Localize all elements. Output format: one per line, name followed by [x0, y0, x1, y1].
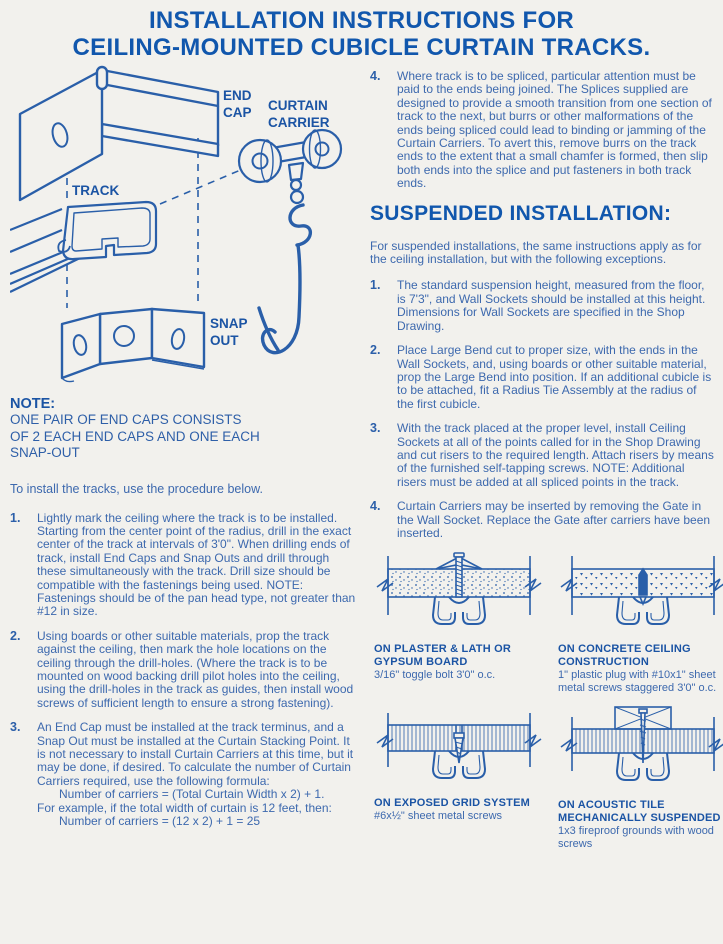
suspended-steps-list	[370, 279, 716, 540]
suspended-step-2	[370, 344, 716, 411]
ceiling-step-3	[10, 721, 358, 828]
right-column	[370, 69, 721, 851]
svg-text:CAP: CAP	[223, 105, 252, 120]
page-title-line1: INSTALLATION INSTRUCTIONS FOR	[148, 7, 575, 34]
ceiling-step-1	[10, 512, 358, 619]
carrier-formula: Number of carriers = (Total Curtain Width x 2) + 1.	[59, 787, 325, 802]
ceiling-step-4-container	[370, 70, 716, 191]
track-label: TRACK	[72, 183, 120, 198]
acoustic-tile-screw-drawing	[558, 705, 723, 795]
note-heading: NOTE:	[10, 396, 56, 412]
left-column	[10, 62, 358, 839]
step-text: The standard suspension height, measured from the floor, is 7'3", and Wall Sockets should be installed at this height. Dimensions for Wall Sockets are specified in the Shop Drawing.	[397, 278, 706, 333]
step-number: 1.	[370, 278, 381, 293]
snap-out-drawing	[62, 309, 204, 382]
step-number: 4.	[370, 69, 381, 83]
suspended-step-1	[370, 279, 716, 333]
step-text: Using boards or other suitable materials, prop the track against the ceiling, then mark the hole locations on the ceiling through the drill-holes. (Where the track is to be mounted on wood backing drill pilot holes into the ceiling, using the drill-holes in the track as guides, then install wood screws of sufficient length to ensure a strong fastening).	[37, 628, 354, 710]
figure-concrete	[558, 551, 723, 695]
suspended-step-3	[370, 422, 716, 489]
note-body: ONE PAIR OF END CAPS CONSISTS OF 2 EACH END CAPS AND ONE EACH SNAP-OUT	[10, 412, 260, 460]
step-number: 3.	[10, 720, 21, 735]
snap-out-label: SNAP	[210, 316, 248, 331]
ceiling-step-2	[10, 630, 358, 710]
figure-title: ON CONCRETE CEILING CONSTRUCTION	[558, 643, 691, 669]
suspended-step-4	[370, 500, 716, 540]
carrier-example-formula: Number of carriers = (12 x 2) + 1 = 25	[59, 814, 261, 829]
suspended-intro: For suspended installations, the same instructions apply as for the ceiling installation, but with the following exceptions.	[370, 238, 702, 267]
figure-acoustic-tile	[558, 705, 723, 851]
figure-title: ON PLASTER & LATH OR GYPSUM BOARD	[374, 643, 512, 669]
figure-caption: 1" plastic plug with #10x1" sheet metal screws staggered 3'0" o.c.	[558, 669, 717, 695]
step-text: With the track placed at the proper level, install Ceiling Sockets at all of the points called for in the Shop Drawing and cut risers to the required length. Attach risers by means of the furnished self-tapping screws. NOTE: Additional risers must be added at all spliced points in the track.	[397, 421, 714, 489]
figure-exposed-grid	[374, 705, 546, 851]
parts-diagram	[10, 62, 355, 384]
ceiling-step-4	[370, 70, 716, 191]
figure-caption: 1x3 fireproof grounds with wood screws	[558, 825, 714, 851]
curtain-carrier-label: CURTAIN	[268, 98, 328, 113]
figure-title: ON ACOUSTIC TILE MECHANICALLY SUSPENDED	[558, 799, 721, 825]
note-block	[10, 396, 290, 462]
concrete-plug-drawing	[558, 551, 723, 639]
curtain-carrier-drawing	[239, 130, 341, 353]
svg-text:CARRIER: CARRIER	[268, 115, 330, 130]
figure-caption: #6x½" sheet metal screws	[374, 810, 503, 823]
step-text: Curtain Carriers may be inserted by removing the Gate in the Wall Socket. Replace the Gate after carriers have been inserted.	[397, 499, 711, 540]
track-drawing	[10, 202, 156, 292]
end-cap-drawing	[20, 67, 218, 200]
step-number: 4.	[370, 499, 381, 514]
procedure-intro: To install the tracks, use the procedure below.	[10, 481, 263, 496]
step-text: Place Large Bend cut to proper size, with the ends in the Wall Sockets, and, using boards or other suitable material, prop the Large Bend into position. If an additional cubicle is to be attached, fit a Radius Tie Assembly at the radius of the first cubicle.	[397, 343, 712, 411]
page-title-line2: CEILING-MOUNTED CUBICLE CURTAIN TRACKS.	[72, 34, 651, 61]
grid-screw-drawing	[374, 705, 544, 793]
mounting-figures-grid	[374, 551, 721, 851]
figure-plaster-lath	[374, 551, 546, 695]
end-cap-label: END	[223, 88, 252, 103]
step-text: Where track is to be spliced, particular attention must be paid to the ends being joined. The Splices supplied are designed to provide a smooth transition from one section of track to the next, but burrs or other malformations of the ends being spliced could lead to binding or jamming of the Curtain Carriers. To avert this, remove burrs on the track ends to the extent that a small chamfer is formed, then slip both ends into the splice and put fasteners in both track ends.	[397, 69, 712, 191]
step-text: Lightly mark the ceiling where the track is to be installed. Starting from the center point of the radius, drill in the exact center of the track at intervals of 3'0". When drilling ends of track, install End Caps and Snap Outs and drill through these simultaneously with the track. Drill size should be compatible with the fastenings being used. NOTE: Fastenings should be of the pan head type, not greater than #12 in size.	[37, 510, 356, 619]
page-title	[0, 7, 723, 61]
step-text: An End Cap must be installed at the track terminus, and a Snap Out must be installed at the Curtain Stacking Point. It is not necessary to install Curtain Carriers at this time, but it may be done, if desired. To calculate the number of Curtain Carriers required, use the following formula: Number of carriers = (Total Curtain Width x 2) + 1. For example, if the total width of curtain is 12 feet, then: Number of carriers = (12 x 2) + 1 = 25	[37, 721, 358, 828]
ceiling-steps-list	[10, 512, 358, 829]
figure-title: ON EXPOSED GRID SYSTEM	[374, 797, 530, 810]
step-number: 2.	[10, 628, 21, 643]
step-number: 1.	[10, 510, 21, 525]
plaster-toggle-bolt-drawing	[374, 551, 544, 639]
suspended-installation-heading: SUSPENDED INSTALLATION:	[370, 201, 672, 225]
step-number: 2.	[370, 343, 381, 358]
svg-text:OUT: OUT	[210, 333, 239, 348]
figure-caption: 3/16" toggle bolt 3'0" o.c.	[374, 669, 496, 682]
step-number: 3.	[370, 421, 381, 436]
